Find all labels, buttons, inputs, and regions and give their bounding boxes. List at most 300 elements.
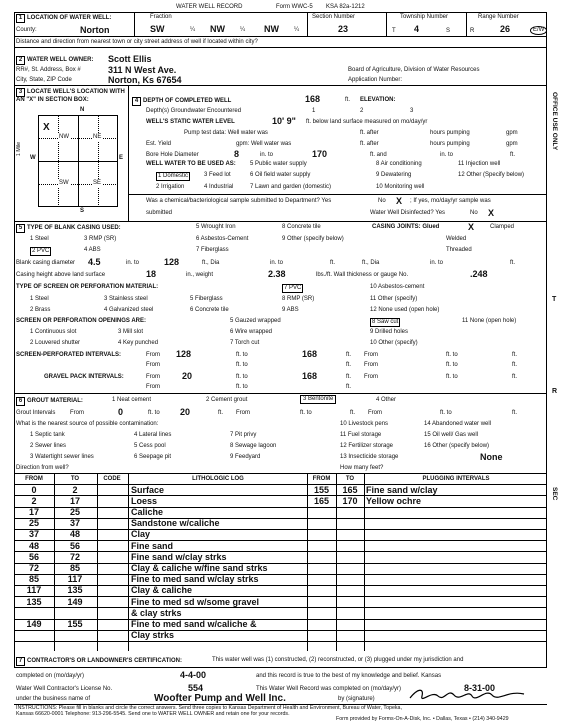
license-label: Water Well Contractor's License No. — [16, 686, 113, 692]
log-cell-plug-interval: Fine sand w/clay — [366, 484, 438, 495]
business-name: Woofter Pump and Well Inc. — [154, 693, 286, 704]
grout-from-label-2: From — [236, 410, 250, 416]
log-cell-plug-to — [338, 507, 362, 518]
log-cell-to: 2 — [72, 484, 78, 495]
log-header-plug-to: TO — [345, 476, 355, 482]
depth-unit: ft. — [345, 97, 351, 103]
gw-1: 1 — [312, 108, 316, 114]
pump-after: ft. after — [360, 130, 379, 136]
gravel-to-value: 168 — [302, 371, 318, 381]
log-cell-plug-from — [309, 630, 334, 641]
contam-14: 14 Abandoned water well — [424, 421, 492, 427]
instructions-line-1: INSTRUCTIONS: Please fill in blanks and circle the correct answers. Send three copies to Kansas Department of Health and Environment, Bureau of Water, Topeka, — [16, 705, 402, 711]
log-cell-plug-interval — [366, 507, 546, 518]
disinfected-no: No — [470, 210, 478, 216]
owner-name: Scott Ellis — [108, 54, 152, 64]
casing-lbs-label: lbs./ft. Wall thickness or gauge No. — [316, 272, 409, 278]
instructions-line-2: Kansas 66620-0001 Telephone: 913-296-5545. Send one to WATER WELL OWNER and retain one for your records. — [16, 711, 290, 717]
divider — [466, 12, 467, 36]
log-cell-plug-interval — [366, 630, 546, 641]
log-cell-from: 135 — [26, 596, 42, 607]
screen-from-label-2: From — [364, 352, 378, 358]
gravel-from-label-3: From — [146, 384, 160, 390]
casing-weight-label: in., weight — [186, 272, 214, 278]
contam-13: 13 Insecticide storage — [340, 454, 399, 460]
ksa-reference: KSA 82a-1212 — [326, 4, 365, 10]
casing-item-6: 6 Asbestos-Cement — [196, 236, 249, 242]
log-cell-plug-to — [338, 552, 362, 563]
log-cell-plug-from — [309, 608, 334, 619]
log-cell-code — [99, 552, 125, 563]
log-cell-plug-from — [309, 541, 334, 552]
license-value: 554 — [188, 683, 204, 693]
direction-label: Direction from well? — [16, 465, 69, 471]
contam-5: 5 Cess pool — [134, 443, 166, 449]
form-number: Form WWC-5 — [276, 4, 313, 10]
bore-ft-and: ft. and — [370, 152, 387, 158]
screen-from-label-3: From — [146, 362, 160, 368]
groundwater-label: Depth(s) Groundwater Encountered — [146, 108, 242, 114]
screen-ft-2: ft. — [512, 352, 518, 358]
gravel-from-value: 20 — [182, 371, 193, 381]
grout-title: 6 GROUT MATERIAL: — [16, 397, 83, 406]
quadrant-nw: NW — [59, 134, 69, 140]
casing-in-to: in. to — [126, 260, 140, 266]
use-item-8: 8 Air conditioning — [376, 161, 422, 167]
contam-12: 12 Fertilizer storage — [340, 443, 394, 449]
opening-5: 5 Gauzed wrapped — [230, 318, 281, 324]
log-cell-to: 37 — [69, 518, 80, 529]
grid-line — [58, 115, 59, 207]
log-cell-lithology: & clay strks — [131, 607, 182, 618]
grout-ft-2: ft. — [350, 410, 356, 416]
gravel-to-label: ft. to — [236, 374, 248, 380]
record-date-value: 8-31-00 — [464, 683, 496, 693]
screen-ft-3: ft. — [346, 362, 352, 368]
fraction-label: Fraction — [150, 14, 172, 20]
submitted-label: submitted — [146, 210, 173, 216]
side-sec-label: SEC — [551, 487, 558, 501]
log-cell-plug-to — [338, 608, 362, 619]
col-line — [97, 473, 98, 651]
use-item-6: 6 Oil field water supply — [250, 172, 311, 178]
casing-height-value: 18 — [146, 269, 157, 279]
joints-welded: Welded — [446, 236, 467, 242]
divider — [14, 47, 547, 48]
log-cell-lithology: Clay & caliche w/fine sand strks — [131, 562, 268, 573]
log-cell-plug-interval: Yellow ochre — [366, 495, 422, 506]
board-label: Board of Agriculture, Division of Water Resources — [348, 67, 480, 73]
casing-height-label: Casing height above land surface — [16, 272, 106, 278]
casing-item-5: 5 Wrought Iron — [196, 224, 236, 230]
log-cell-lithology: Caliche — [131, 506, 164, 517]
log-cell-plug-to — [338, 541, 362, 552]
log-header-plug-from: FROM — [312, 476, 331, 482]
log-cell-code — [99, 518, 125, 529]
grid-line — [38, 161, 118, 162]
form-title: WATER WELL RECORD — [176, 4, 243, 10]
screen-from-value: 128 — [176, 349, 192, 359]
screen-to-label-4: ft. to — [446, 362, 458, 368]
log-cell-plug-interval — [366, 597, 546, 608]
mile-label: 1 Mile — [16, 141, 23, 157]
divider — [307, 12, 308, 36]
range-label: Range Number — [478, 14, 519, 20]
log-cell-plug-interval — [366, 552, 546, 563]
log-cell-lithology: Sandstone w/caliche — [131, 518, 220, 529]
log-cell-lithology: Fine to med sand w/caliche & — [131, 618, 257, 629]
completed-label: completed on (mo/day/yr) — [16, 673, 85, 679]
bore-to: in. to — [260, 152, 274, 158]
log-cell-from — [16, 630, 52, 641]
log-cell-from: 56 — [28, 551, 39, 562]
casing-item-2-boxed: 2 PVC — [32, 248, 50, 254]
contam-1: 1 Septic tank — [30, 432, 65, 438]
contam-15: 15 Oil well/ Gas well — [424, 432, 479, 438]
township-value: 4 — [414, 24, 420, 34]
opening-7: 7 Torch cut — [230, 340, 260, 346]
gw-3: 3 — [410, 108, 414, 114]
bore-value: 8 — [234, 149, 240, 159]
log-cell-code — [99, 541, 125, 552]
log-row — [14, 597, 547, 609]
yield-gpm: gpm: Well water was — [236, 141, 292, 147]
log-cell-plug-to — [338, 585, 362, 596]
log-row — [14, 507, 547, 519]
log-row — [14, 585, 547, 597]
chem-no: No — [378, 198, 386, 204]
casing-item-4: 4 ABS — [84, 247, 101, 253]
log-cell-plug-interval — [366, 574, 546, 585]
gravel-ft-3: ft. — [346, 384, 352, 390]
log-cell-from: 149 — [26, 618, 42, 629]
elevation-label: ELEVATION: — [360, 97, 396, 103]
north-label: N — [80, 107, 85, 113]
divider — [128, 194, 547, 195]
disinfected-label: Water Well Disinfected? Yes — [370, 210, 446, 216]
signature-label: by (signature) — [338, 696, 375, 702]
use-item-1-boxed: 1 Domestic — [158, 173, 189, 179]
gravel-ft: ft. — [346, 374, 352, 380]
chem-sample-label: Was a chemical/bacteriological sample submitted to Department? Yes — [146, 198, 332, 204]
log-row — [14, 518, 547, 530]
grid-line — [98, 115, 99, 207]
divider — [14, 85, 547, 86]
log-header-from: FROM — [25, 476, 43, 482]
log-cell-code — [99, 563, 125, 574]
contam-11: 11 Fuel storage — [340, 432, 382, 438]
quarter-mark-2: ¼ — [240, 27, 246, 33]
divider — [14, 393, 547, 394]
log-cell-plug-from: 165 — [313, 495, 330, 506]
log-cell-code — [99, 507, 125, 518]
use-item-5: 5 Public water supply — [250, 161, 307, 167]
log-header-row — [14, 474, 547, 485]
log-cell-lithology: Loess — [131, 495, 158, 506]
static-level-value: 10' 9" — [272, 116, 296, 126]
disinfected-mark: X — [488, 208, 495, 218]
screen-to-label-3: ft. to — [236, 362, 248, 368]
col-line — [128, 473, 129, 651]
col-line — [364, 473, 365, 651]
side-r-label: R — [552, 388, 558, 395]
log-cell-plug-interval — [366, 518, 546, 529]
contam-16: 16 Other (specify below) — [424, 443, 490, 449]
log-cell-code — [99, 496, 125, 507]
log-row — [14, 608, 547, 620]
grout-to-label-2: ft. to — [300, 410, 312, 416]
grout-to-label-3: ft. to — [440, 410, 452, 416]
opening-11: 11 None (open hole) — [462, 318, 517, 324]
grout-item-3-boxed: 3 Bentonite — [300, 395, 336, 404]
log-cell-plug-from: 155 — [313, 484, 330, 495]
casing-in-to-2: in. to — [270, 260, 284, 266]
depth-value: 168 — [305, 94, 321, 104]
certification-text-2: and this record is true to the best of my knowledge and belief. Kansas — [256, 673, 442, 679]
grout-ft: ft. — [218, 410, 224, 416]
grout-item-2: 2 Cement grout — [206, 397, 248, 403]
log-row — [14, 496, 547, 508]
openings-title: SCREEN OR PERFORATION OPENINGS ARE: — [16, 318, 147, 324]
log-cell-from: 37 — [28, 529, 39, 540]
screen-to-label-2: ft. to — [446, 352, 458, 358]
quarter-mark-3: ¼ — [294, 27, 300, 33]
range-prefix: R — [470, 28, 475, 34]
casing-diameter-value: 4.5 — [88, 257, 101, 267]
log-cell-plug-from — [309, 507, 334, 518]
grout-ft-3: ft. — [512, 410, 518, 416]
static-level-label: WELL'S STATIC WATER LEVEL — [146, 119, 235, 125]
screen-item-1: 1 Steel — [30, 296, 49, 302]
screen-item-9: 9 ABS — [282, 307, 299, 313]
bore-ft: ft. — [510, 152, 516, 158]
log-cell-code — [99, 597, 125, 608]
pump-gpm: gpm — [506, 130, 518, 136]
grout-from-value: 0 — [118, 407, 124, 417]
log-row — [14, 630, 547, 642]
log-cell-to: 48 — [69, 529, 80, 540]
joints-glued-mark: X — [468, 222, 475, 232]
casing-weight-value: 2.38 — [268, 269, 286, 279]
use-item-7: 7 Lawn and garden (domestic) — [250, 184, 332, 190]
west-label: W — [30, 155, 36, 161]
certification-text-3: This Water Well Record was completed on (mo/day/yr) — [256, 686, 402, 692]
range-value: 26 — [500, 24, 511, 34]
contam-6: 6 Seepage pit — [134, 454, 172, 460]
certification-text-1: This water well was (1) constructed, (2) reconstructed, or (3) plugged under my jurisdiction and — [212, 657, 464, 663]
log-cell-to: 25 — [69, 506, 80, 517]
log-cell-lithology: Fine sand — [131, 540, 174, 551]
log-cell-lithology: Surface — [131, 484, 165, 495]
log-cell-plug-from — [309, 619, 334, 630]
gravel-to-label-3: ft. to — [236, 384, 248, 390]
grout-to-value: 20 — [180, 407, 191, 417]
distance-label: Distance and direction from nearest town or city street address of well if located within city? — [16, 39, 258, 45]
divider — [134, 12, 135, 36]
casing-ft-2: ft. — [510, 260, 516, 266]
contam-10: 10 Livestock pens — [340, 421, 389, 427]
log-cell-to: 85 — [69, 562, 80, 573]
col-line — [336, 473, 337, 651]
log-cell-plug-from — [309, 529, 334, 540]
log-cell-plug-from — [309, 574, 334, 585]
static-level-note: ft. below land surface measured on mo/day/yr — [306, 119, 428, 125]
screen-item-5: 5 Fiberglass — [190, 296, 223, 302]
pump-test-label: Pump test data: Well water was — [184, 130, 268, 136]
owner-city: Norton, Ks 67654 — [108, 75, 182, 85]
casing-title: 5 TYPE OF BLANK CASING USED: — [16, 224, 121, 233]
screen-item-6: 6 Concrete tile — [190, 307, 229, 313]
screen-from-label: From — [146, 352, 160, 358]
log-cell-from: 117 — [26, 585, 42, 596]
grid-line — [38, 184, 118, 185]
use-item-4: 4 Industrial — [204, 184, 234, 190]
township-suffix: S — [446, 28, 451, 34]
side-t-label: T — [552, 296, 557, 303]
log-cell-code — [99, 485, 125, 496]
gravel-ft-2: ft. — [512, 374, 518, 380]
casing-gauge-value: .248 — [470, 269, 488, 279]
log-cell-code — [99, 630, 125, 641]
contam-2: 2 Sewer lines — [30, 443, 67, 449]
log-row — [14, 552, 547, 564]
use-item-12: 12 Other (Specify below) — [458, 172, 525, 178]
log-cell-lithology: Clay strks — [131, 630, 175, 641]
log-cell-plug-from — [309, 597, 334, 608]
footer-credit: Form provided by Forms-On-A-Disk, Inc. • Dallas, Texas • (214) 340-9429 — [336, 716, 509, 722]
log-cell-plug-to — [338, 574, 362, 585]
gw-2: 2 — [360, 108, 364, 114]
county-value: Norton — [80, 25, 110, 35]
log-cell-from: 17 — [28, 506, 39, 517]
log-cell-plug-from — [309, 518, 334, 529]
log-cell-code — [99, 619, 125, 630]
owner-address: 311 N West Ave. — [108, 65, 177, 75]
log-cell-plug-interval — [366, 585, 546, 596]
log-cell-plug-interval — [366, 529, 546, 540]
log-row — [14, 574, 547, 586]
contam-8: 8 Sewage lagoon — [230, 443, 277, 449]
log-cell-code — [99, 574, 125, 585]
log-cell-to — [56, 630, 94, 641]
opening-1: 1 Continuous slot — [30, 329, 77, 335]
log-cell-from: 2 — [31, 495, 37, 506]
opening-4: 4 Key punched — [118, 340, 159, 346]
casing-to-value: 128 — [164, 257, 180, 267]
section-number-label: Section Number — [312, 14, 356, 20]
divider — [128, 85, 129, 222]
casing-dia-2: ft., Dia — [362, 260, 380, 266]
contam-7: 7 Pit privy — [230, 432, 257, 438]
casing-ft-1: ft. — [330, 260, 336, 266]
use-item-2: 2 Irrigation — [156, 184, 185, 190]
fraction-2: NW — [210, 24, 225, 34]
use-item-3: 3 Feed lot — [204, 172, 231, 178]
log-cell-from: 48 — [28, 540, 39, 551]
owner-title: 2 WATER WELL OWNER: — [16, 56, 93, 65]
yield-after: ft. after — [360, 141, 379, 147]
log-row — [14, 563, 547, 575]
log-header-to: TO — [70, 476, 80, 482]
log-cell-lithology: Clay — [131, 529, 151, 540]
yield-hours: hours pumping — [430, 141, 470, 147]
casing-item-3: 3 RMP (SR) — [84, 236, 117, 242]
log-cell-to: 135 — [67, 585, 83, 596]
opening-10: 10 Other (specify) — [370, 340, 418, 346]
casing-in-to-3: in. to — [430, 260, 444, 266]
township-prefix: T — [392, 28, 396, 34]
casing-item-1: 1 Steel — [30, 236, 49, 242]
chem-no-mark: X — [396, 196, 403, 206]
log-cell-plug-to: 170 — [342, 495, 358, 506]
grout-intervals-label: Grout Intervals — [16, 410, 56, 416]
joints-clamped: Clamped — [490, 224, 515, 230]
log-cell-lithology: Fine to med sd w/some gravel — [131, 596, 260, 607]
grout-item-1: 1 Neat cement — [112, 397, 152, 403]
log-cell-lithology: Clay & caliche — [131, 585, 193, 596]
log-cell-from: 72 — [28, 562, 39, 573]
location-title: 1 LOCATION OF WATER WELL: — [16, 14, 111, 23]
log-cell-to: 155 — [67, 618, 83, 629]
screen-to-value: 168 — [302, 349, 318, 359]
section-box-title: 3 LOCATE WELL'S LOCATION WITH AN "X" IN SECTION BOX: — [16, 89, 125, 103]
screen-item-7-boxed: 7 PVC — [284, 285, 302, 291]
log-header-lithology: LITHOLOGIC LOG — [192, 476, 244, 482]
east-label: E — [119, 155, 124, 161]
divider — [386, 12, 387, 36]
fraction-3: NW — [264, 24, 279, 34]
county-label: County: — [16, 27, 37, 33]
fraction-1: SW — [150, 24, 165, 34]
quadrant-sw: SW — [59, 180, 69, 186]
address-label: RR#, St. Address, Box # — [16, 67, 81, 73]
opening-6: 6 Wire wrapped — [230, 329, 273, 335]
log-cell-plug-to — [338, 563, 362, 574]
bore-depth: 170 — [312, 149, 328, 159]
log-header-plug-interval: PLUGGING INTERVALS — [422, 476, 490, 482]
log-cell-lithology: Fine to med sand w/clay strks — [131, 574, 259, 585]
quadrant-se: SE — [93, 180, 102, 186]
log-cell-from: 25 — [28, 518, 39, 529]
use-item-9: 9 Dewatering — [376, 172, 412, 178]
log-cell-to: 56 — [69, 540, 80, 551]
use-item-10: 10 Monitoring well — [376, 184, 425, 190]
grout-from-label-3: From — [368, 410, 382, 416]
grout-item-4: 4 Other — [376, 397, 397, 403]
screen-ft-4: ft. — [512, 362, 518, 368]
divider — [14, 36, 547, 37]
joints-threaded: Threaded — [446, 247, 472, 253]
city-label: City, State, ZIP Code — [16, 77, 72, 83]
bore-label: Bore Hole Diameter — [146, 152, 199, 158]
well-location-mark: X — [43, 122, 50, 133]
joints-label: CASING JOINTS: Glued — [372, 224, 440, 230]
log-cell-to: 72 — [69, 551, 80, 562]
log-cell-plug-to — [338, 518, 362, 529]
bore-in-to: in. to — [440, 152, 454, 158]
log-cell-plug-to — [338, 597, 362, 608]
grout-to-label: ft. to — [148, 410, 160, 416]
chem-tail: ; If yes, mo/day/yr sample was — [410, 198, 491, 204]
log-cell-plug-interval — [366, 619, 546, 630]
log-cell-plug-to — [338, 630, 362, 641]
yield-gpm2: gpm — [506, 141, 518, 147]
screen-title: TYPE OF SCREEN OR PERFORATION MATERIAL: — [16, 284, 159, 290]
contam-4: 4 Lateral lines — [134, 432, 172, 438]
grid-line — [38, 138, 118, 139]
screen-intervals-label: SCREEN-PERFORATED INTERVALS: — [16, 352, 122, 358]
log-cell-plug-to — [338, 529, 362, 540]
